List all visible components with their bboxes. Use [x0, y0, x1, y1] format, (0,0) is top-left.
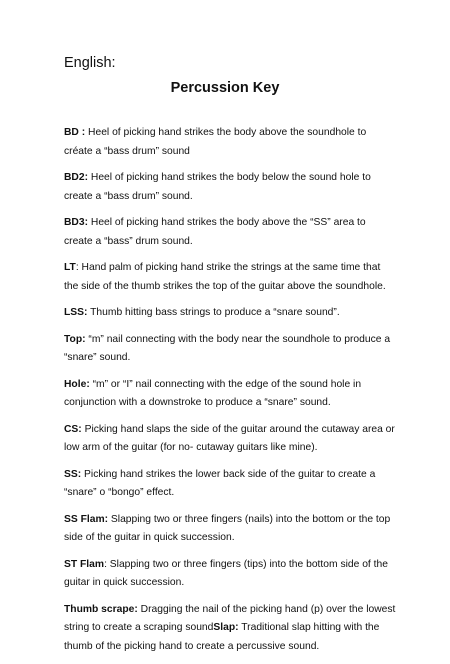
language-label: English: [64, 55, 116, 71]
entry-term: SS Flam: [64, 513, 109, 525]
entry-description: “m” nail connecting with the body near the soundhole to produce a “snare” sound. [64, 333, 391, 363]
entry-description: Heel of picking hand strikes the body above the “SS” area to create a “bass” drum sound. [64, 217, 366, 247]
entry-description: Picking hand strikes the lower back side of the guitar to create a “snare” o “bongo” effect. [64, 468, 376, 498]
entry-term: BD : [64, 127, 86, 138]
entry-description: Traditional slap hitting with the thumb of the picking hand to create a percussive sound. [64, 622, 380, 652]
entry-term: BD3: [64, 217, 89, 228]
entry-hole [64, 376, 396, 413]
entry-description: Picking hand slaps the side of the guitar around the cutaway area or low arm of the guitar (for no- cutaway guitars like mine). [64, 423, 395, 453]
entry-term: Top: [64, 333, 86, 345]
entry-term: CS: [64, 423, 82, 435]
entry-description: Heel of picking hand strikes the body above the soundhole to créate a “bass drum” sound [64, 127, 367, 157]
entry-term: LSS: [64, 307, 88, 318]
entry-thumb-scrape-slap [64, 601, 396, 657]
entry-description: “m” or “I” nail connecting with the edge of the sound hole in conjunction with a downstroke to produce a “snare” sound. [64, 378, 362, 408]
entry-description: Dragging the nail of the picking hand (p) over the lowest string to create a scraping sound [64, 603, 396, 633]
entry-bd3 [64, 214, 396, 251]
entry-cs [64, 421, 396, 458]
entry-st-flam [64, 556, 396, 593]
entry-ss [64, 466, 396, 503]
entry-term: SS: [64, 468, 82, 480]
entry-bd [64, 124, 396, 161]
entry-description: : Hand palm of picking hand strike the strings at the same time that the side of the thumb strikes the top of the guitar above the soundhole. [64, 262, 386, 292]
entry-ss-flam [64, 511, 396, 548]
page-title: Percussion Key [170, 80, 280, 96]
entry-description: Slapping two or three fingers (nails) into the bottom or the top side of the guitar in quick succession. [64, 513, 391, 543]
entry-bd2 [64, 169, 396, 206]
entry-term: BD2: [64, 172, 89, 183]
entry-lt [64, 259, 396, 296]
entry-term: Thumb scrape: [64, 603, 138, 615]
entry-term: Hole: [64, 378, 90, 390]
entry-description: Heel of picking hand strikes the body below the sound hole to create a “bass drum” sound. [64, 172, 371, 202]
entry-term: ST Flam [64, 558, 105, 570]
entry-term: LT [64, 262, 76, 273]
entry-term: Slap: [213, 622, 239, 633]
percussion-key-list [64, 124, 396, 664]
entry-top [64, 331, 396, 368]
entry-description: Thumb hitting bass strings to produce a “snare sound”. [87, 307, 340, 318]
entry-description: : Slapping two or three fingers (tips) into the bottom side of the guitar in quick succession. [64, 558, 388, 588]
entry-lss [64, 304, 396, 323]
